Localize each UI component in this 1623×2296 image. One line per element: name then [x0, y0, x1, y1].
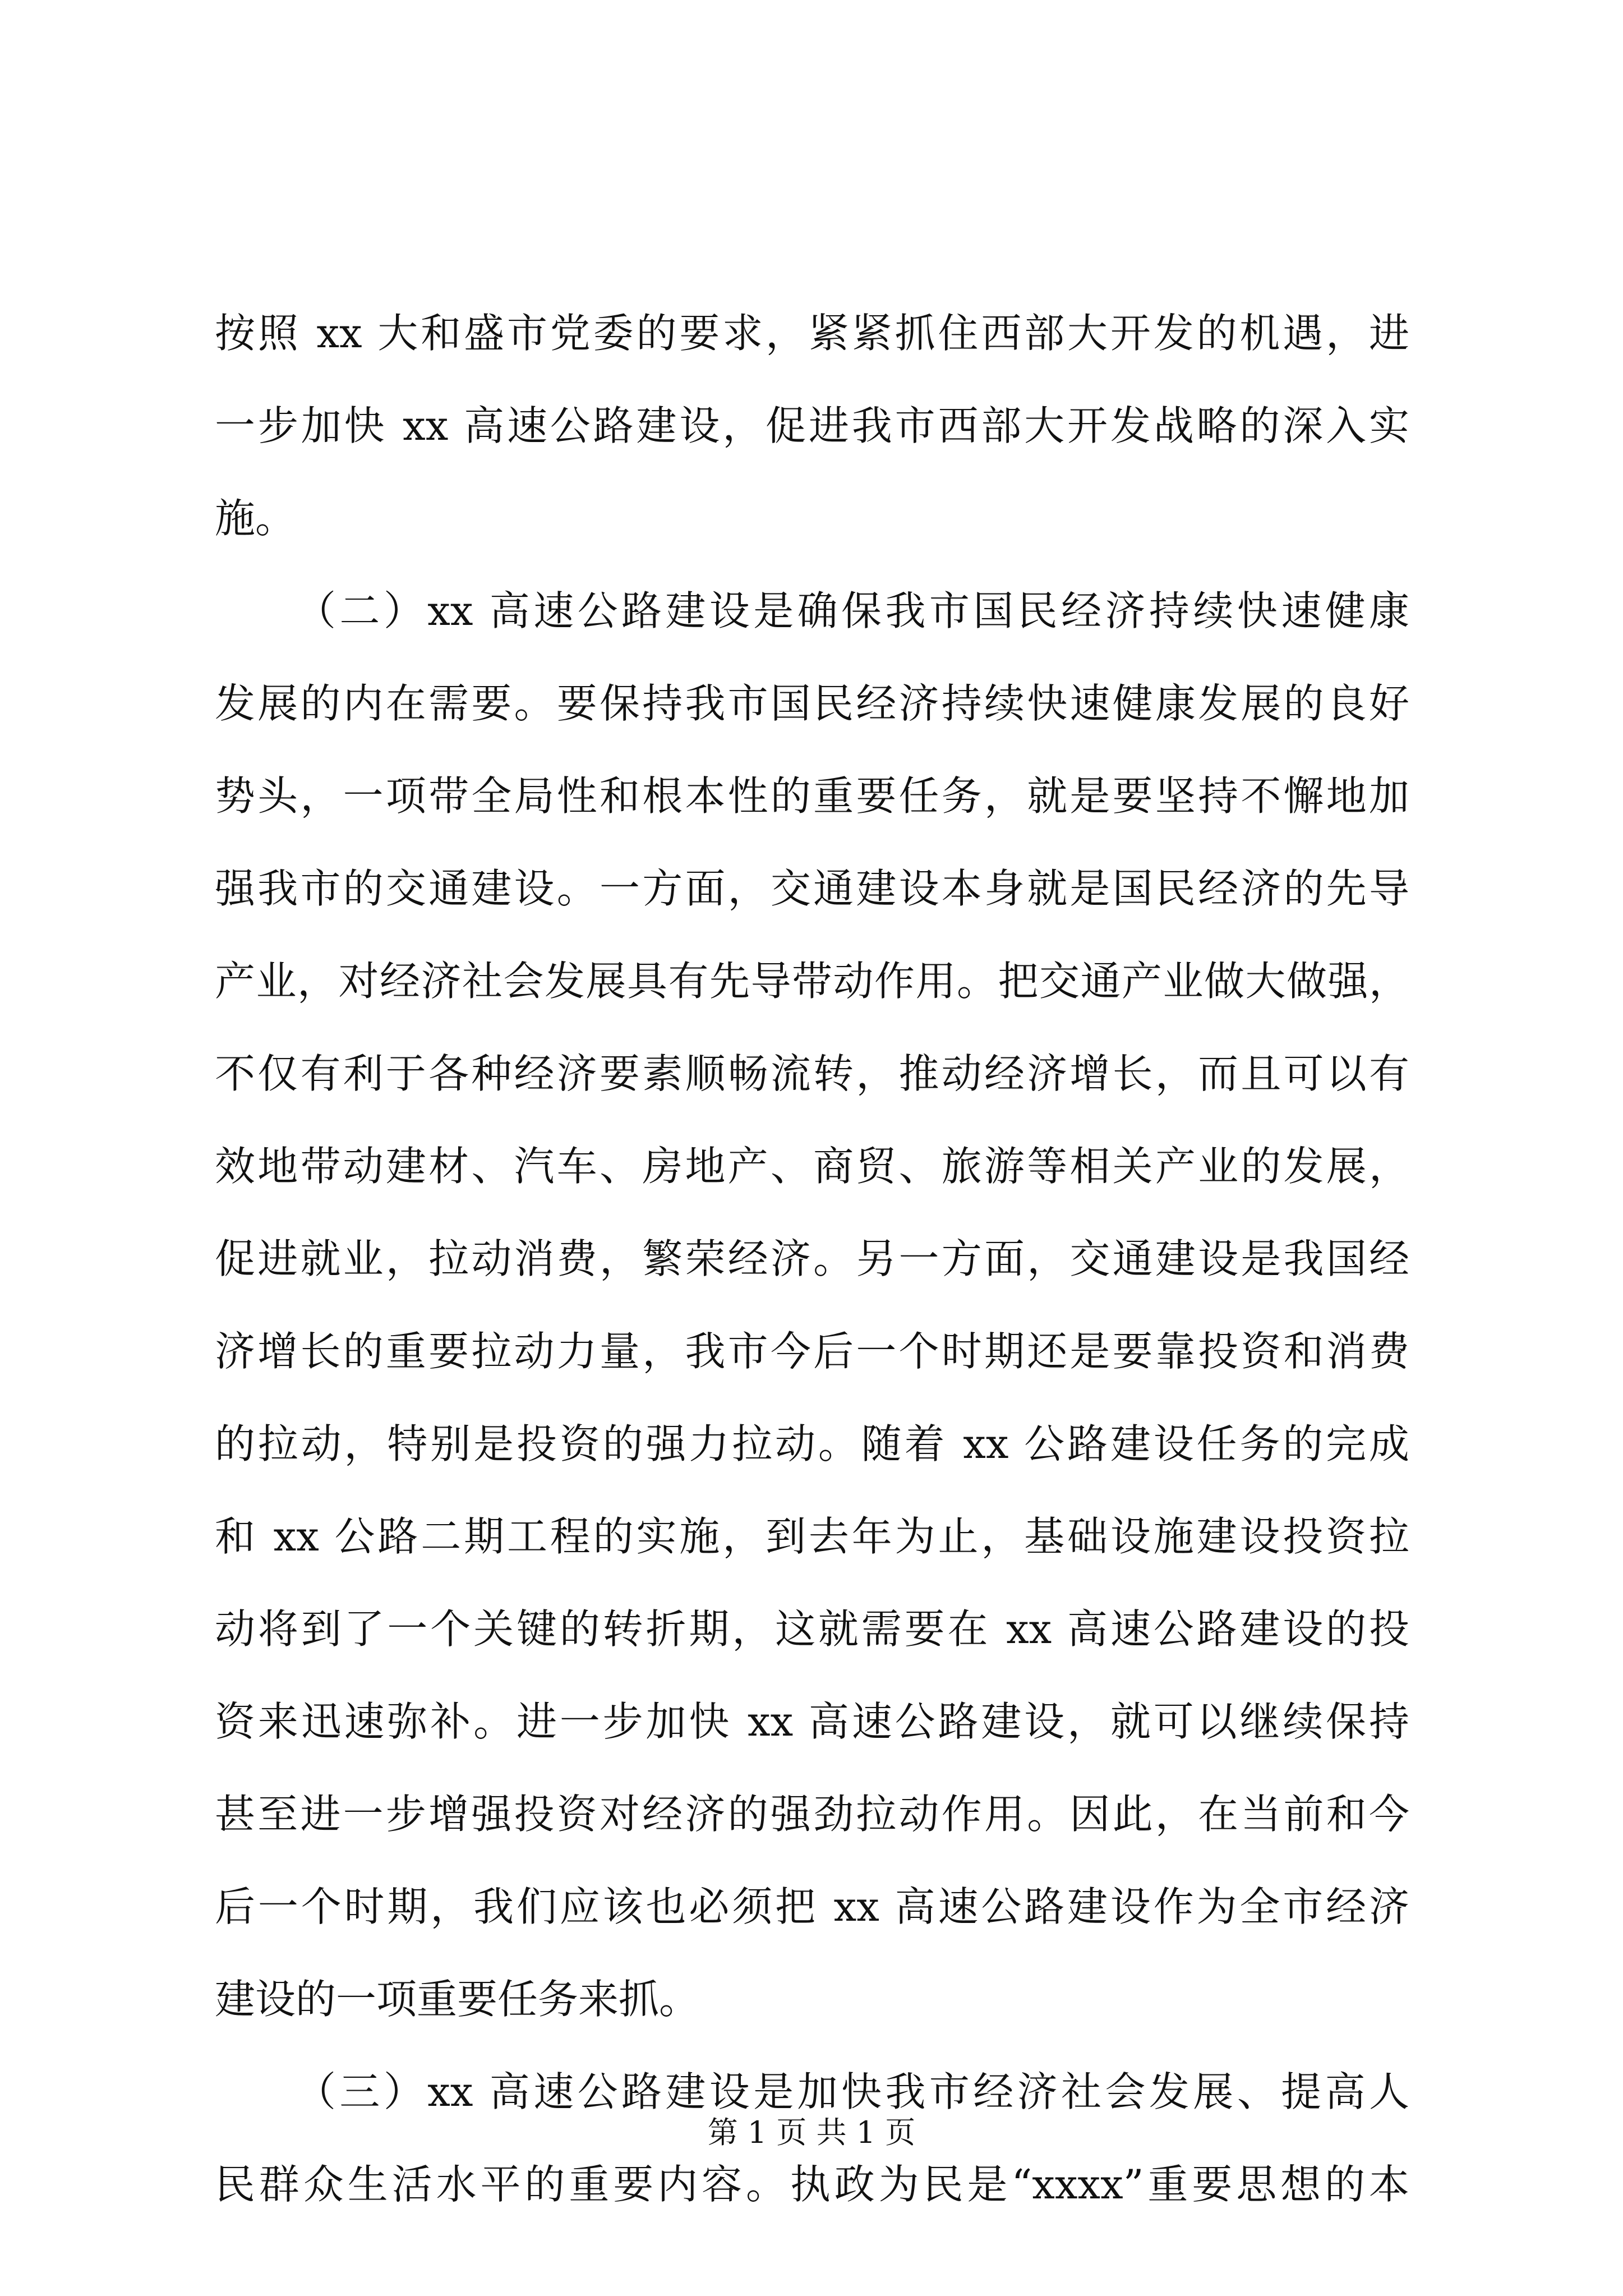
text-line: 资来迅速弥补。进一步加快 xx 高速公路建设，就可以继续保持 — [215, 1698, 1409, 1745]
text-line: 强我市的交通建设。一方面，交通建设本身就是国民经济的先导 — [215, 865, 1409, 912]
text-line: 势头，一项带全局性和根本性的重要任务，就是要坚持不懈地加 — [215, 772, 1409, 820]
paragraph-start-line: （三）xx 高速公路建设是加快我市经济社会发展、提高人 — [296, 2068, 1409, 2115]
text-line: 发展的内在需要。要保持我市国民经济持续快速健康发展的良好 — [215, 680, 1409, 727]
text-line: 动将到了一个关键的转折期，这就需要在 xx 高速公路建设的投 — [215, 1605, 1409, 1653]
text-line: 按照 xx 大和盛市党委的要求，紧紧抓住西部大开发的机遇，进 — [215, 310, 1409, 357]
text-line: 一步加快 xx 高速公路建设，促进我市西部大开发战略的深入实 — [215, 402, 1409, 449]
text-line: 和 xx 公路二期工程的实施，到去年为止，基础设施建设投资拉 — [215, 1513, 1409, 1560]
text-line: 促进就业，拉动消费，繁荣经济。另一方面，交通建设是我国经 — [215, 1235, 1409, 1282]
page-footer: 第 1 页 共 1 页 — [707, 2115, 916, 2150]
text-line: 民群众生活水平的重要内容。执政为民是“xxxx”重要思想的本 — [215, 2161, 1409, 2208]
text-line: 施。 — [215, 495, 296, 542]
text-line: 效地带动建材、汽车、房地产、商贸、旅游等相关产业的发展， — [215, 1143, 1409, 1190]
text-line: 产业，对经济社会发展具有先导带动作用。把交通产业做大做强， — [215, 958, 1409, 1005]
paragraph-start-line: （二）xx 高速公路建设是确保我市国民经济持续快速健康 — [296, 587, 1409, 634]
text-line: 不仅有利于各种经济要素顺畅流转，推动经济增长，而且可以有 — [215, 1050, 1409, 1097]
text-line: 济增长的重要拉动力量，我市今后一个时期还是要靠投资和消费 — [215, 1328, 1409, 1375]
text-line: 后一个时期，我们应该也必须把 xx 高速公路建设作为全市经济 — [215, 1883, 1409, 1930]
text-line: 甚至进一步增强投资对经济的强劲拉动作用。因此，在当前和今 — [215, 1791, 1409, 1838]
text-line: 建设的一项重要任务来抓。 — [215, 1976, 700, 2023]
document-body — [215, 287, 1409, 2231]
text-line: 的拉动，特别是投资的强力拉动。随着 xx 公路建设任务的完成 — [215, 1420, 1409, 1467]
